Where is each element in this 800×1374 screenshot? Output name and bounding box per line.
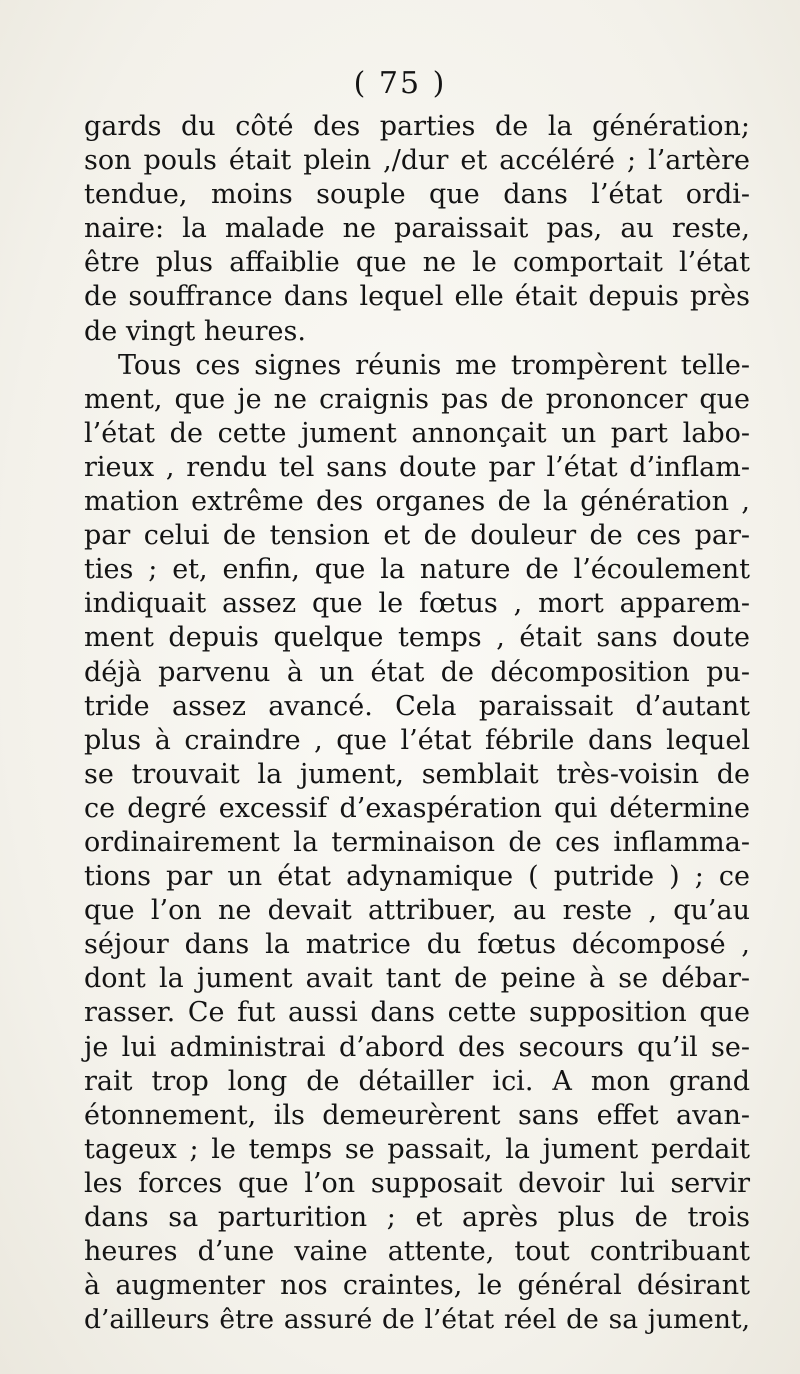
text-line: par celui de tension et de douleur de ces par- [84, 520, 750, 552]
text-line: l’état de cette jument annonçait un part labo- [84, 417, 750, 449]
text-line: son pouls était plein ,/dur et accéléré ; l’artère [84, 145, 750, 177]
text-line: je lui administrai d’abord des secours qu’il se- [84, 1031, 750, 1063]
text-line: déjà parvenu à un état de décomposition pu- [84, 656, 750, 688]
text-line: rasser. Ce fut aussi dans cette supposition que [84, 997, 750, 1029]
text-line: à augmenter nos craintes, le général désirant [84, 1270, 750, 1302]
text-line: naire: la malade ne paraissait pas, au reste, [84, 213, 750, 245]
text-line: de souffrance dans lequel elle était depuis près [84, 281, 750, 313]
text-line: ment depuis quelque temps , était sans doute [84, 622, 750, 654]
text-line: dans sa parturition ; et après plus de trois [84, 1202, 750, 1233]
text-line: être plus affaiblie que ne le comportait l’état [84, 247, 750, 279]
text-line: de vingt heures. [84, 315, 306, 347]
text-line: ce degré excessif d’exaspération qui détermine [84, 792, 750, 824]
text-line: rieux , rendu tel sans doute par l’état d’inflam- [84, 451, 750, 483]
text-line: séjour dans la matrice du fœtus décomposé , [84, 929, 750, 961]
page-number: ( 75 ) [353, 66, 447, 101]
text-line: tendue, moins souple que dans l’état ordi- [84, 179, 750, 211]
text-line: heures d’une vaine attente, tout contribuant [84, 1236, 750, 1268]
text-line: étonnement, ils demeurèrent sans effet avan- [84, 1099, 750, 1131]
text-line: ordinairement la terminaison de ces inflamma- [84, 826, 750, 858]
text-line: plus à craindre , que l’état fébrile dans lequel [84, 724, 750, 756]
text-line: ment, que je ne craignis pas de prononcer que [84, 383, 750, 415]
text-line: rait trop long de détailler ici. A mon grand [84, 1065, 750, 1097]
text-line: que l’on ne devait attribuer, au reste , qu’au [84, 895, 750, 927]
body-text [84, 110, 750, 1337]
text-line: tions par un état adynamique ( putride ) ; ce [84, 861, 750, 893]
text-line: indiquait assez que le fœtus , mort apparem- [84, 588, 750, 620]
text-line: se trouvait la jument, semblait très-voisin de [84, 758, 750, 790]
text-line: tride assez avancé. Cela paraissait d’autant [84, 690, 750, 722]
text-line: dont la jument avait tant de peine à se débar- [84, 963, 750, 995]
text-line: d’ailleurs être assuré de l’état réel de sa jument, [84, 1304, 750, 1336]
text-line: ties ; et, enfin, que la nature de l’écoulement [84, 554, 750, 586]
text-line: tageux ; le temps se passait, la jument perdait [84, 1133, 750, 1165]
text-line: gards du côté des parties de la génération; [84, 111, 750, 142]
text-line: les forces que l’on supposait devoir lui servir [84, 1167, 750, 1199]
text-line: Tous ces signes réunis me trompèrent telle- [118, 349, 750, 381]
text-line: mation extrême des organes de la génération , [84, 486, 750, 518]
